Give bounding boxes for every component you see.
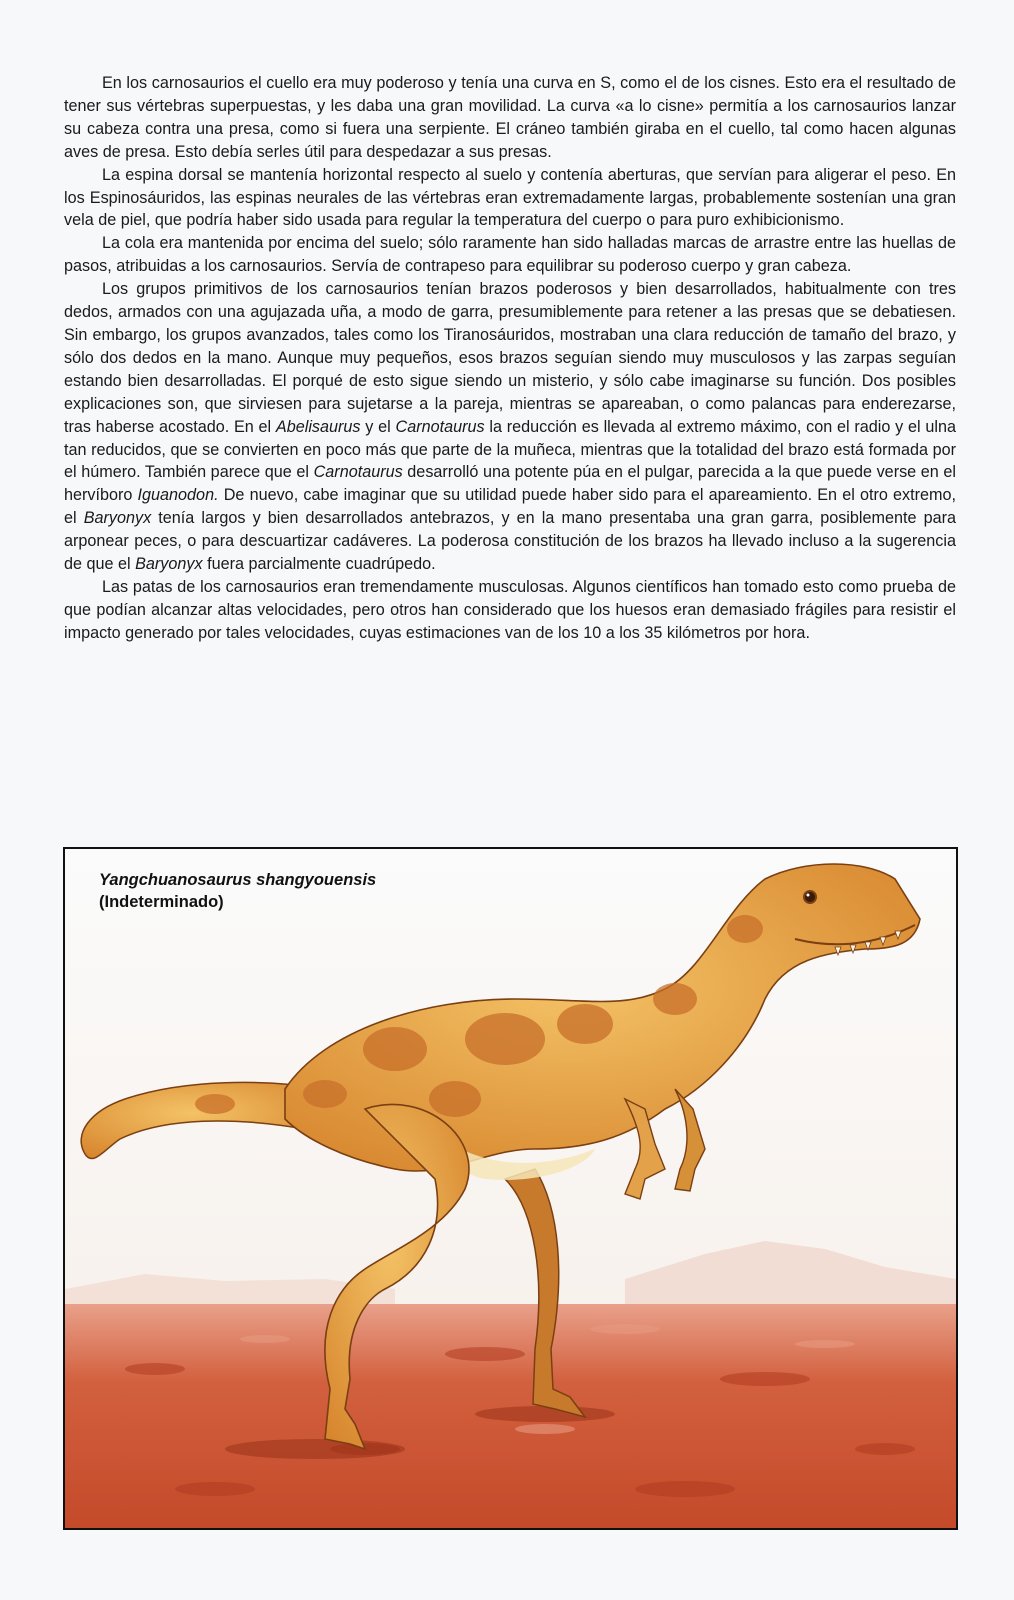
italic-term: Carnotaurus: [313, 463, 403, 482]
italic-term: Iguanodon.: [137, 486, 219, 505]
text-run: y el: [360, 417, 396, 436]
paragraph: [64, 72, 956, 164]
figure-caption: [99, 869, 376, 913]
text-run: tenía largos y bien desarrollados antebrazos, y en la mano presentaba una gran garra, posiblemente para arponear peces, o para descuartizar cadáveres. La poderosa constitución de los brazos ha llevado incluso a la sugerencia de que el: [64, 509, 956, 574]
text-run: desarrolló una potente púa en el pulgar, parecida a la que puede verse en el hervíboro: [64, 463, 956, 505]
article-body: [64, 72, 956, 645]
text-run: En los carnosaurios el cuello era muy poderoso y tenía una curva en S, como el de los cisnes. Esto era el resultado de tener sus vértebras superpuestas, y les daba una gran movilidad. La curva «a lo cisne» permitía a los carnosaurios lanzar su cabeza contra una presa, como si fuera una serpiente. El cráneo también giraba en el cuello, tal como hacen algunas aves de presa. Esto debía serles útil para despedazar a sus presas.: [64, 74, 956, 161]
text-run: Los grupos primitivos de los carnosaurios tenían brazos poderosos y bien desarrollados, habitualmente con tres dedos, armados con una agujazada uña, a modo de garra, presumiblemente para retener a las presas que se debatiesen. Sin embargo, los grupos avanzados, tales como los Tiranosáuridos, mostraban una clara reducción de tamaño del brazo, y sólo dos dedos en la mano. Aunque muy pequeños, esos brazos seguían siendo muy musculosos y las zarpas seguían estando bien desarrolladas. El porqué de esto sigue siendo un misterio, y sólo cabe imaginarse su función. Dos posibles explicaciones son, que sirviesen para sujetarse a la pareja, mientras se apareaban, o como palancas para enderezarse, tras haberse acostado. En el: [64, 280, 956, 436]
text-run: fuera parcialmente cuadrúpedo.: [202, 555, 436, 574]
species-name: Yangchuanosaurus shangyouensis: [99, 871, 377, 889]
italic-term: Baryonyx: [135, 555, 203, 574]
italic-term: Carnotaurus: [395, 417, 485, 436]
text-run: Las patas de los carnosaurios eran tremendamente musculosas. Algunos científicos han tomado esto como prueba de que podían alcanzar altas velocidades, pero otros han considerado que los huesos eran demasiado frágiles para resistir el impacto generado por tales velocidades, cuyas estimaciones van de los 10 a los 35 kilómetros por hora.: [64, 577, 956, 642]
paragraph: [64, 164, 956, 233]
text-run: De nuevo, cabe imaginar que su utilidad puede haber sido para el apareamiento. En el otro extremo, el: [64, 486, 956, 528]
italic-term: Abelisaurus: [275, 417, 361, 436]
illustration-figure: [63, 847, 958, 1530]
paragraph: [64, 278, 956, 576]
paragraph: [64, 232, 956, 278]
text-run: La espina dorsal se mantenía horizontal respecto al suelo y contenía aberturas, que servían para aligerar el peso. En los Espinosáuridos, las espinas neurales de las vértebras eran extremadamente largas, probablemente sostenían una gran vela de piel, que podría haber sido usada para regular la temperatura del cuerpo o para puro exhibicionismo.: [64, 165, 956, 230]
text-run: la reducción es llevada al extremo máximo, con el radio y el ulna tan reducidos, que se convierten en poco más que parte de la muñeca, mientras que la totalidad del brazo está formada por el húmero. También parece que el: [64, 417, 956, 482]
paragraph: [64, 576, 956, 645]
eye: [804, 891, 816, 903]
species-status: (Indeterminado): [99, 893, 224, 911]
italic-term: Baryonyx: [83, 509, 152, 528]
text-run: La cola era mantenida por encima del suelo; sólo raramente han sido halladas marcas de arrastre entre las huellas de pasos, atribuidas a los carnosaurios. Servía de contrapeso para equilibrar su poderoso cuerpo y gran cabeza.: [64, 234, 956, 276]
dinosaur-illustration: [65, 849, 956, 1528]
